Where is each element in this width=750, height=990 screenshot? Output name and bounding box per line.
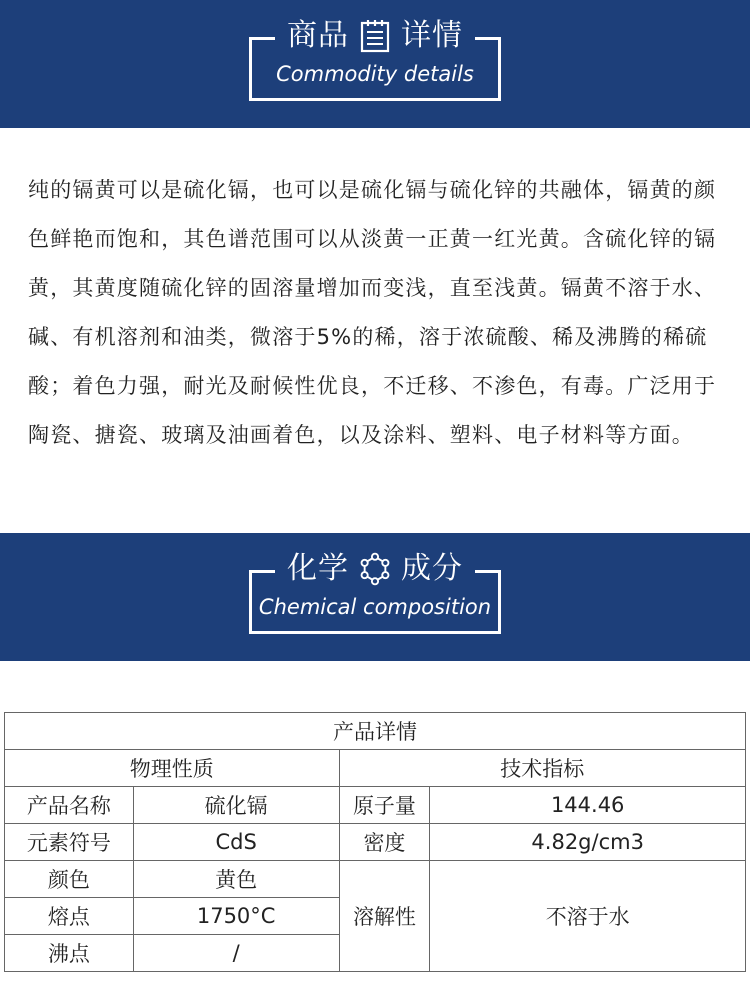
group-technical-specs: 技术指标 <box>339 750 745 787</box>
banner-title-left: 化学 <box>287 551 349 586</box>
cell-value-solubility: 不溶于水 <box>430 861 746 972</box>
commodity-details-banner <box>0 0 750 128</box>
cell-key: 原子量 <box>339 787 430 824</box>
cell-key: 熔点 <box>5 898 134 935</box>
table-caption: 产品详情 <box>5 713 746 750</box>
banner-title-left: 商品 <box>287 18 349 53</box>
cell-key: 元素符号 <box>5 824 134 861</box>
cell-value: 硫化镉 <box>133 787 339 824</box>
group-physical-properties: 物理性质 <box>5 750 340 787</box>
cell-value: 4.82g/cm3 <box>430 824 746 861</box>
molecule-icon <box>359 552 391 586</box>
banner-title <box>0 16 750 56</box>
cell-key-solubility: 溶解性 <box>339 861 430 972</box>
banner-subtitle: Chemical composition <box>258 595 492 619</box>
notepad-icon <box>359 19 391 53</box>
chemical-composition-banner <box>0 533 750 661</box>
table-row <box>5 861 746 898</box>
cell-value: CdS <box>133 824 339 861</box>
cell-key: 颜色 <box>5 861 134 898</box>
table-row <box>5 787 746 824</box>
cell-key: 沸点 <box>5 935 134 972</box>
cell-value: 144.46 <box>430 787 746 824</box>
cell-key: 产品名称 <box>5 787 134 824</box>
banner-title <box>0 549 750 589</box>
banner-title-right: 成分 <box>401 551 463 586</box>
table-row <box>5 824 746 861</box>
cell-value: / <box>133 935 339 972</box>
cell-value: 黄色 <box>133 861 339 898</box>
cell-value: 1750°C <box>133 898 339 935</box>
cell-key: 密度 <box>339 824 430 861</box>
product-spec-table <box>4 712 746 972</box>
banner-title-right: 详情 <box>401 18 463 53</box>
banner-subtitle: Commodity details <box>276 62 474 86</box>
product-description: 纯的镉黄可以是硫化镉，也可以是硫化镉与硫化锌的共融体，镉黄的颜色鲜艳而饱和，其色谱范围可以从淡黄一正黄一红光黄。含硫化锌的镉黄，其黄度随硫化锌的固溶量增加而变浅，直至浅黄。镉黄不溶于水、碱、有机溶剂和油类，微溶于5%的稀，溶于浓硫酸、稀及沸腾的稀硫酸；着色力强，耐光及耐候性优良，不迁移、不渗色，有毒。广泛用于陶瓷、搪瓷、玻璃及油画着色，以及涂料、塑料、电子材料等方面。 <box>28 178 717 447</box>
